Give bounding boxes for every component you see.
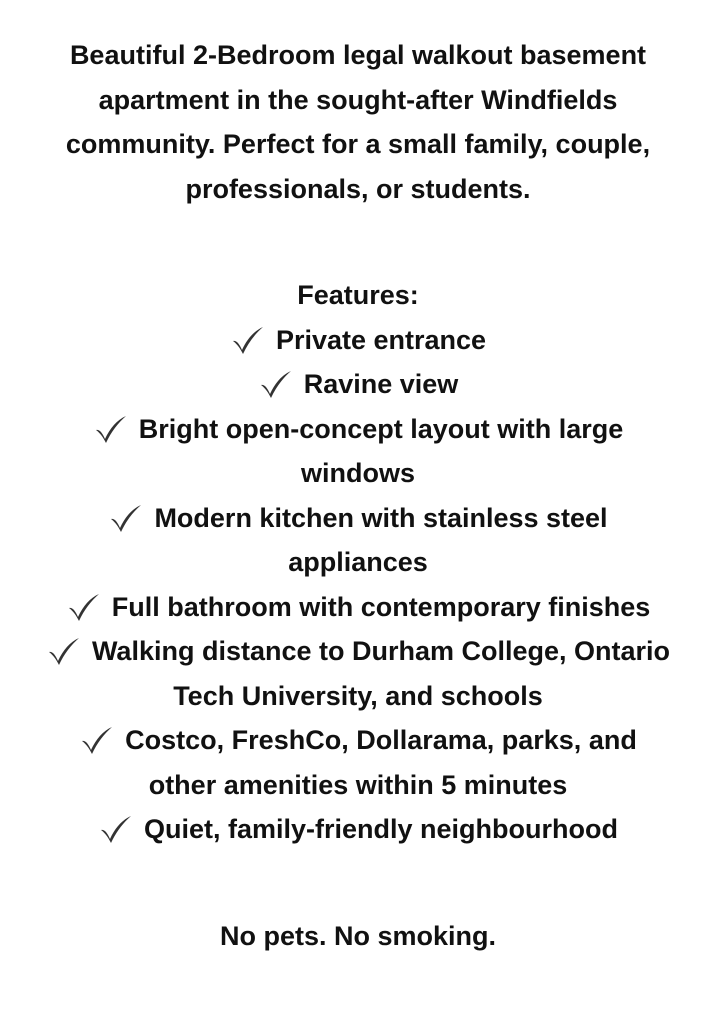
feature-line xyxy=(0,407,716,452)
feature-line xyxy=(0,585,716,630)
feature-text: Full bathroom with contemporary finishes xyxy=(111,591,651,622)
checkmark-icon xyxy=(258,369,294,399)
checkmark-icon xyxy=(46,636,82,666)
checkmark-icon xyxy=(79,725,115,755)
intro-line: community. Perfect for a small family, couple, xyxy=(65,129,651,159)
feature-text: Private entrance xyxy=(275,324,487,355)
feature-text: Quiet, family-friendly neighbourhood xyxy=(143,814,618,844)
feature-line-continued: Tech University, and schools xyxy=(173,680,543,711)
feature-line xyxy=(0,807,716,852)
feature-line-continued: other amenities within 5 minutes xyxy=(148,769,568,800)
feature-text: Costco, FreshCo, Dollarama, parks, and xyxy=(125,725,637,755)
intro-line: Beautiful 2-Bedroom legal walkout basement xyxy=(69,40,647,70)
checkmark-icon xyxy=(93,414,129,444)
feature-line xyxy=(0,718,716,763)
feature-item xyxy=(0,407,716,496)
feature-item xyxy=(0,807,716,852)
checkmark-icon xyxy=(108,503,144,533)
feature-line-continued: appliances xyxy=(288,547,428,577)
feature-text: Walking distance to Durham College, Ontario xyxy=(91,636,671,666)
checkmark-icon xyxy=(98,814,134,844)
feature-item xyxy=(0,496,716,585)
intro-line: apartment in the sought-after Windfields xyxy=(98,84,618,115)
checkmark-icon xyxy=(66,592,102,622)
feature-item xyxy=(0,585,716,630)
feature-item xyxy=(0,362,716,407)
feature-text: Modern kitchen with stainless steel xyxy=(154,502,608,533)
feature-list xyxy=(0,318,716,852)
feature-line xyxy=(0,362,716,407)
feature-text: Ravine view xyxy=(303,369,459,399)
feature-item xyxy=(0,318,716,363)
feature-line xyxy=(0,629,716,674)
feature-text: Bright open-concept layout with large xyxy=(138,413,624,444)
intro-paragraph xyxy=(8,33,708,211)
feature-line xyxy=(0,318,716,363)
intro-line: professionals, or students. xyxy=(185,173,531,204)
features-heading: Features: xyxy=(297,280,419,310)
feature-line-continued: windows xyxy=(301,458,415,488)
closing-note: No pets. No smoking. xyxy=(219,920,497,951)
feature-item xyxy=(0,629,716,718)
checkmark-icon xyxy=(230,325,266,355)
feature-line xyxy=(0,496,716,541)
feature-item xyxy=(0,718,716,807)
